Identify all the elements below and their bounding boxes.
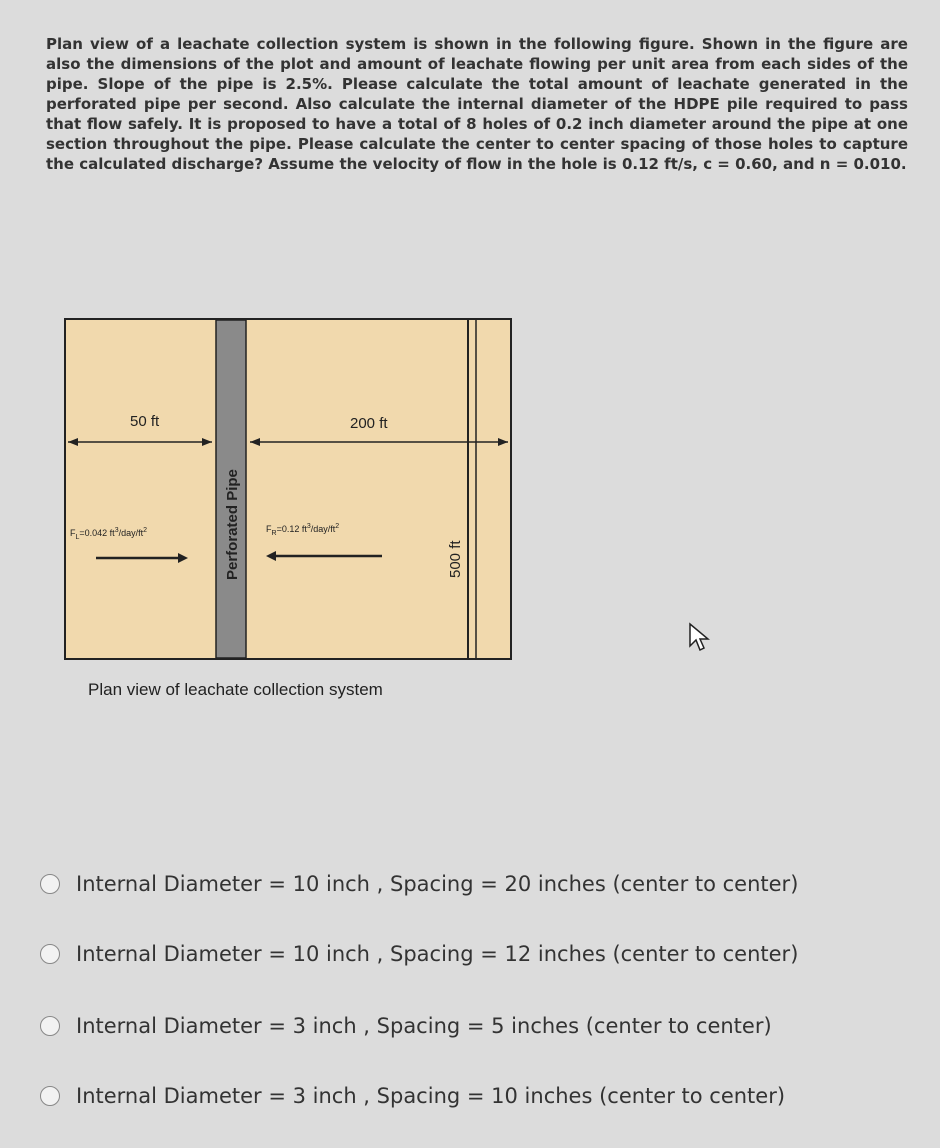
option-label: Internal Diameter = 3 inch , Spacing = 10 inches (center to center) [76, 1084, 786, 1108]
plan-view-figure [64, 318, 512, 660]
question-text: Plan view of a leachate collection system is shown in the following figure. Shown in the figure are also the dimensions of the plot and amount of leachate flowing per unit area from each sides of the pipe. Slope of the pipe is 2.5%. Please calculate the total amount of leachate generated in the perforated pipe per second. Also calculate the internal diameter of the HDPE pile required to pass that flow safely. It is proposed to have a total of 8 holes of 0.2 inch diameter around the pipe at one section throughout the pipe. Please calculate the center to center spacing of those holes to capture the calculated discharge? Assume the velocity of flow in the hole is 0.12 ft/s, c = 0.60, and n = 0.010. [46, 35, 908, 173]
option-label: Internal Diameter = 10 inch , Spacing = 20 inches (center to center) [76, 872, 799, 896]
radio-button[interactable] [40, 874, 60, 894]
answer-option-3[interactable] [40, 1014, 772, 1038]
answer-option-2[interactable] [40, 942, 798, 966]
option-label: Internal Diameter = 3 inch , Spacing = 5 inches (center to center) [76, 1014, 772, 1038]
radio-button[interactable] [40, 1016, 60, 1036]
plot-boundary [65, 319, 511, 659]
radio-button[interactable] [40, 1086, 60, 1106]
figure-caption: Plan view of leachate collection system [88, 680, 383, 699]
right-width-label: 200 ft [350, 415, 388, 432]
length-label: 500 ft [447, 540, 464, 578]
right-flow-label: $F_R=0.12$ $ft^3/day/ft^2$ [266, 523, 340, 537]
answer-option-1[interactable] [40, 872, 798, 896]
pipe-label: Perforated Pipe [224, 469, 241, 580]
option-label: Internal Diameter = 10 inch , Spacing = 12 inches (center to center) [76, 942, 799, 966]
answer-option-4[interactable] [40, 1084, 785, 1108]
left-width-label: 50 ft [130, 413, 160, 430]
radio-button[interactable] [40, 944, 60, 964]
left-flow-label: $F_L=0.042$ $ft^3/day/ft^2$ [70, 527, 148, 541]
mouse-cursor-icon [688, 622, 710, 652]
